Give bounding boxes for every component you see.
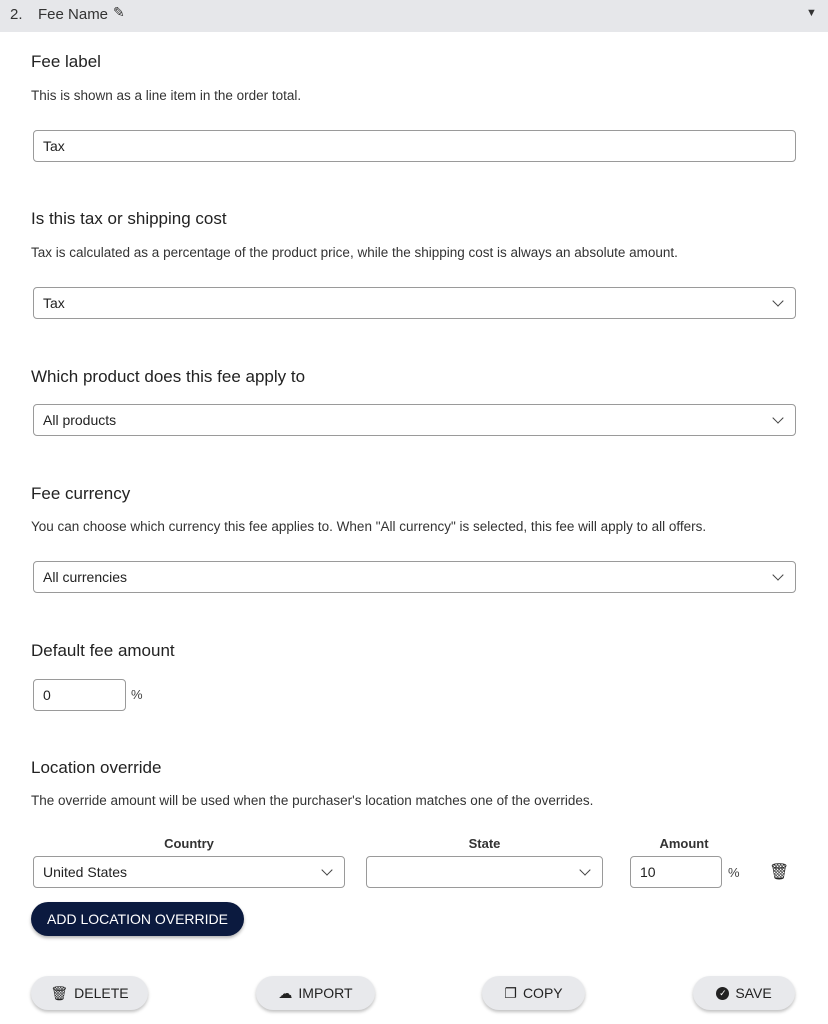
location-heading: Location override bbox=[31, 758, 162, 777]
percent-unit: % bbox=[728, 865, 740, 880]
fee-label-heading: Fee label bbox=[31, 52, 101, 71]
country-value: United States bbox=[43, 864, 128, 880]
location-description: The override amount will be used when the purchaser's location matches one of the overrides. bbox=[31, 793, 594, 808]
pencil-icon[interactable]: ✎ bbox=[113, 4, 125, 20]
fee-header[interactable] bbox=[0, 0, 828, 32]
cloud-upload-icon: ☁ bbox=[278, 984, 293, 1001]
country-select[interactable] bbox=[33, 856, 345, 888]
product-value: All products bbox=[43, 412, 117, 428]
copy-icon: ❐ bbox=[504, 984, 517, 1001]
product-select[interactable] bbox=[33, 404, 796, 436]
import-button[interactable] bbox=[256, 976, 375, 1010]
check-circle-icon: ✓ bbox=[716, 987, 729, 1000]
fee-type-value: Tax bbox=[43, 295, 65, 311]
fee-type-select[interactable] bbox=[33, 287, 796, 319]
default-amount-value: 0 bbox=[43, 687, 51, 703]
product-heading: Which product does this fee apply to bbox=[31, 367, 306, 386]
column-country: Country bbox=[164, 836, 214, 851]
default-amount-input[interactable] bbox=[33, 679, 126, 711]
chevron-down-icon bbox=[579, 864, 590, 875]
import-label: IMPORT bbox=[298, 985, 353, 1001]
fee-label-value: Tax bbox=[43, 138, 65, 154]
state-select[interactable] bbox=[366, 856, 603, 888]
chevron-down-icon bbox=[772, 412, 783, 423]
copy-label: COPY bbox=[522, 985, 563, 1001]
fee-index: 2. bbox=[10, 6, 23, 23]
delete-button[interactable] bbox=[31, 976, 148, 1010]
currency-heading: Fee currency bbox=[31, 484, 131, 503]
column-amount: Amount bbox=[659, 836, 709, 851]
fee-type-description: Tax is calculated as a percentage of the product price, while the shipping cost is always an absolute amount. bbox=[31, 245, 678, 260]
trash-icon[interactable]: 🗑 bbox=[769, 864, 790, 881]
currency-description: You can choose which currency this fee applies to. When "All currency" is selected, this fee will apply to all offers. bbox=[31, 519, 707, 534]
fee-label-input[interactable] bbox=[33, 130, 796, 162]
percent-unit: % bbox=[131, 687, 143, 702]
fee-type-heading: Is this tax or shipping cost bbox=[31, 209, 227, 228]
override-amount-input[interactable] bbox=[630, 856, 722, 888]
currency-value: All currencies bbox=[43, 569, 128, 585]
save-button[interactable] bbox=[693, 976, 795, 1010]
override-amount-value: 10 bbox=[640, 864, 656, 880]
trash-icon: 🗑 bbox=[50, 984, 69, 1001]
triangle-down-icon[interactable]: ▼ bbox=[806, 7, 817, 19]
default-amount-heading: Default fee amount bbox=[31, 641, 175, 660]
delete-label: DELETE bbox=[74, 985, 129, 1001]
currency-select[interactable] bbox=[33, 561, 796, 593]
chevron-down-icon bbox=[772, 295, 783, 306]
chevron-down-icon bbox=[321, 864, 332, 875]
add-location-override-button[interactable]: ADD LOCATION OVERRIDE bbox=[31, 902, 244, 936]
copy-button[interactable] bbox=[482, 976, 585, 1010]
fee-name-title: Fee Name bbox=[38, 6, 109, 23]
fee-label-description: This is shown as a line item in the order total. bbox=[31, 88, 302, 103]
column-state: State bbox=[468, 836, 501, 851]
save-label: SAVE bbox=[735, 985, 772, 1001]
chevron-down-icon bbox=[772, 569, 783, 580]
